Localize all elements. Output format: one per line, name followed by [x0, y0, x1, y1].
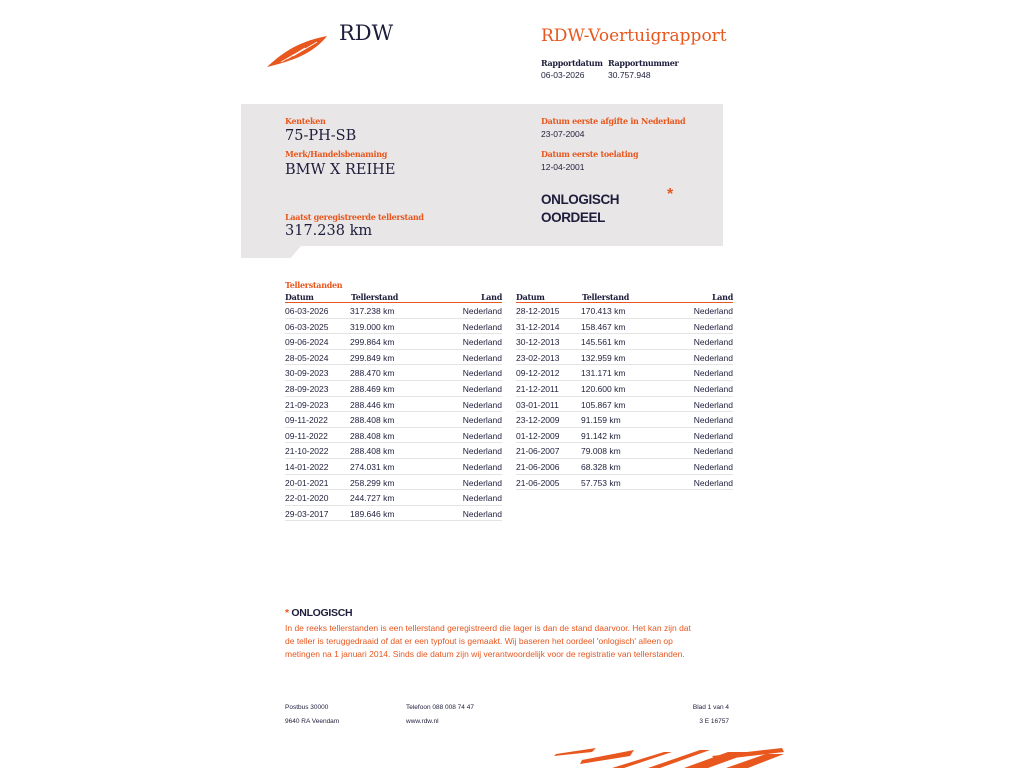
table-row — [516, 365, 733, 381]
reading-country: Nederland — [693, 415, 733, 426]
reading-date: 09-11-2022 — [285, 430, 328, 441]
reading-odometer: 68.328 km — [581, 461, 621, 472]
reading-odometer: 288.446 km — [350, 399, 395, 410]
readings-table-right — [516, 292, 733, 490]
table-row — [516, 334, 733, 350]
reading-country: Nederland — [462, 399, 502, 410]
reading-date: 21-06-2007 — [516, 446, 560, 457]
odometer-label: Laatst geregistreerde tellerstand — [285, 212, 424, 222]
table-row — [516, 319, 733, 335]
reading-odometer: 258.299 km — [350, 477, 395, 488]
table-row — [516, 428, 733, 444]
footer-code: 3 E 16757 — [699, 718, 729, 725]
reading-date: 21-09-2023 — [285, 399, 329, 410]
first-registration-nl-label: Datum eerste afgifte in Nederland — [541, 116, 686, 126]
reading-date: 06-03-2025 — [285, 321, 329, 332]
reading-date: 23-02-2013 — [516, 352, 560, 363]
table-row — [285, 334, 502, 350]
reading-date: 23-12-2009 — [516, 415, 560, 426]
reading-odometer: 91.159 km — [581, 415, 621, 426]
reading-date: 06-03-2026 — [285, 306, 329, 316]
reading-odometer: 288.470 km — [350, 368, 395, 379]
table-row — [516, 303, 733, 319]
reading-odometer: 57.753 km — [581, 477, 621, 488]
table-header — [285, 292, 502, 303]
reading-date: 09-11-2022 — [285, 415, 328, 426]
reading-country: Nederland — [693, 446, 733, 457]
table-row — [285, 490, 502, 506]
readings-rows-left — [285, 303, 502, 521]
reading-date: 21-12-2011 — [516, 383, 559, 394]
make-value: BMW X REIHE — [285, 162, 396, 178]
readings-rows-right — [516, 303, 733, 490]
footer-postbus: Postbus 30000 — [285, 704, 329, 711]
reading-country: Nederland — [462, 461, 502, 472]
verdict-line-2: OORDEEL — [541, 210, 605, 225]
reading-date: 28-09-2023 — [285, 383, 329, 394]
first-admission-value: 12-04-2001 — [541, 162, 585, 172]
plate-value: 75-PH-SB — [285, 128, 357, 144]
table-row — [516, 475, 733, 491]
reading-odometer: 120.600 km — [581, 383, 626, 394]
reading-date: 28-05-2024 — [285, 352, 329, 363]
table-row — [516, 412, 733, 428]
reading-country: Nederland — [462, 415, 502, 426]
table-row — [285, 443, 502, 459]
reading-odometer: 131.171 km — [581, 368, 626, 379]
footer-page: Blad 1 van 4 — [692, 704, 729, 711]
panel-tab-decoration — [241, 246, 301, 258]
reading-date: 30-09-2023 — [285, 368, 329, 379]
reading-country: Nederland — [693, 383, 733, 394]
readings-table-left — [285, 292, 502, 521]
header-country: Land — [480, 292, 502, 302]
footer-city: 9640 RA Veendam — [285, 718, 340, 725]
table-row — [285, 428, 502, 444]
verdict-asterisk: * — [667, 186, 674, 203]
decorative-stripes-icon — [552, 746, 786, 768]
reading-country: Nederland — [462, 337, 502, 348]
odometer-value: 317.238 km — [285, 223, 373, 239]
table-row — [285, 397, 502, 413]
report-number: 30.757.948 — [608, 70, 651, 80]
reading-date: 09-06-2024 — [285, 337, 329, 348]
reading-date: 21-06-2005 — [516, 477, 560, 488]
reading-country: Nederland — [693, 399, 733, 410]
plate-label: Kenteken — [285, 116, 326, 126]
first-registration-nl-value: 23-07-2004 — [541, 129, 585, 139]
report-title: RDW-Voertuigrapport — [541, 26, 727, 46]
table-header — [516, 292, 733, 303]
reading-country: Nederland — [462, 430, 502, 441]
report-date-label: Rapportdatum — [541, 58, 603, 68]
rdw-logo-icon — [265, 34, 331, 68]
reading-date: 20-01-2021 — [285, 477, 329, 488]
report-number-label: Rapportnummer — [608, 58, 679, 68]
table-row — [285, 350, 502, 366]
reading-country: Nederland — [693, 337, 733, 348]
header-date: Datum — [516, 292, 545, 302]
table-row — [285, 303, 502, 319]
note-title — [285, 607, 352, 619]
reading-odometer: 91.142 km — [581, 430, 621, 441]
reading-odometer: 299.864 km — [350, 337, 395, 348]
reading-odometer: 170.413 km — [581, 306, 626, 316]
table-row — [285, 319, 502, 335]
reading-odometer: 79.008 km — [581, 446, 621, 457]
reading-date: 03-01-2011 — [516, 399, 559, 410]
reading-country: Nederland — [462, 306, 502, 316]
table-row — [285, 506, 502, 522]
reading-country: Nederland — [693, 477, 733, 488]
reading-country: Nederland — [462, 508, 502, 519]
reading-odometer: 244.727 km — [350, 493, 395, 504]
reading-date: 09-12-2012 — [516, 368, 560, 379]
reading-country: Nederland — [462, 493, 502, 504]
footer-phone: Telefoon 088 008 74 47 — [406, 704, 474, 711]
header-odometer: Tellerstand — [351, 292, 399, 302]
reading-country: Nederland — [693, 461, 733, 472]
reading-date: 21-10-2022 — [285, 446, 329, 457]
table-row — [516, 381, 733, 397]
report-date: 06-03-2026 — [541, 70, 585, 80]
reading-country: Nederland — [693, 352, 733, 363]
reading-date: 30-12-2013 — [516, 337, 560, 348]
reading-odometer: 105.867 km — [581, 399, 626, 410]
reading-date: 01-12-2009 — [516, 430, 560, 441]
table-row — [516, 459, 733, 475]
reading-date: 29-03-2017 — [285, 508, 329, 519]
reading-odometer: 145.561 km — [581, 337, 626, 348]
table-row — [516, 350, 733, 366]
reading-odometer: 299.849 km — [350, 352, 395, 363]
reading-date: 28-12-2015 — [516, 306, 560, 316]
reading-country: Nederland — [462, 446, 502, 457]
make-label: Merk/Handelsbenaming — [285, 149, 388, 159]
reading-odometer: 288.408 km — [350, 415, 395, 426]
reading-country: Nederland — [693, 368, 733, 379]
reading-odometer: 317.238 km — [350, 306, 395, 316]
reading-country: Nederland — [462, 368, 502, 379]
table-row — [285, 459, 502, 475]
header-date: Datum — [285, 292, 314, 302]
verdict — [541, 191, 619, 227]
reading-odometer: 288.408 km — [350, 446, 395, 457]
reading-odometer: 158.467 km — [581, 321, 626, 332]
verdict-line-1: ONLOGISCH — [541, 192, 620, 207]
reading-country: Nederland — [693, 321, 733, 332]
brand-name: RDW — [339, 21, 394, 45]
reading-country: Nederland — [462, 383, 502, 394]
reading-odometer: 288.408 km — [350, 430, 395, 441]
note-title-text: ONLOGISCH — [291, 607, 353, 619]
reading-date: 14-01-2022 — [285, 461, 329, 472]
table-row — [285, 365, 502, 381]
reading-country: Nederland — [462, 352, 502, 363]
reading-country: Nederland — [693, 430, 733, 441]
reading-country: Nederland — [693, 306, 733, 316]
table-row — [516, 397, 733, 413]
reading-odometer: 132.959 km — [581, 352, 626, 363]
footer-web-link[interactable]: www.rdw.nl — [406, 718, 439, 725]
table-row — [285, 381, 502, 397]
table-row — [285, 412, 502, 428]
reading-odometer: 288.469 km — [350, 383, 395, 394]
reading-date: 21-06-2006 — [516, 461, 560, 472]
reading-country: Nederland — [462, 477, 502, 488]
table-row — [516, 443, 733, 459]
readings-title: Tellerstanden — [285, 280, 343, 290]
reading-odometer: 189.646 km — [350, 508, 395, 519]
note-text: In de reeks tellerstanden is een tellerstand geregistreerd die lager is dan de stand daarvoor. Het kan zijn dat de teller is teruggedraaid of dat er een typfout is gemaakt. Wij baseren het oordeel 'onlogisch' alleen op metingen na 1 januari 2014. Sinds die datum zijn wij verantwoordelijk voor de registratie van tellerstanden. — [285, 623, 691, 659]
table-row — [285, 475, 502, 491]
reading-country: Nederland — [462, 321, 502, 332]
first-admission-label: Datum eerste toelating — [541, 149, 639, 159]
reading-date: 31-12-2014 — [516, 321, 560, 332]
reading-odometer: 274.031 km — [350, 461, 395, 472]
reading-odometer: 319.000 km — [350, 321, 395, 332]
note-asterisk: * — [285, 607, 289, 619]
header-country: Land — [711, 292, 733, 302]
reading-date: 22-01-2020 — [285, 493, 329, 504]
header-odometer: Tellerstand — [582, 292, 630, 302]
